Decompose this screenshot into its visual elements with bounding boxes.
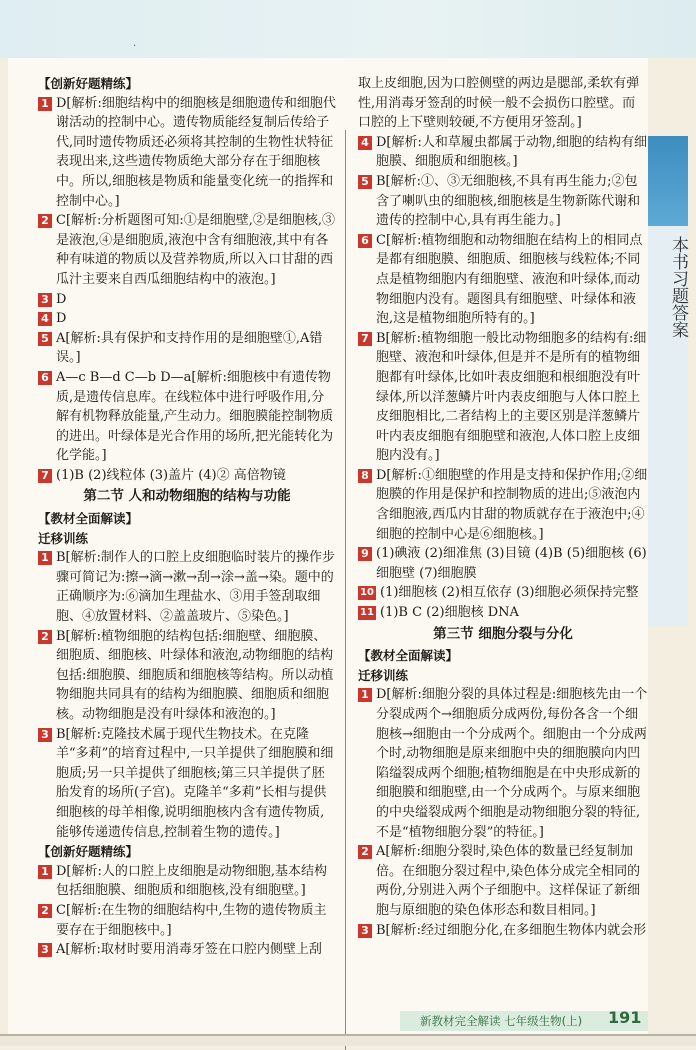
section-title: 第三节 细胞分裂与分化 xyxy=(433,625,573,642)
answer-item xyxy=(38,94,336,212)
answer-text: D[解析:人和草履虫都属于动物,细胞的结构有细胞膜、细胞质和细胞核。] xyxy=(376,134,648,170)
answer-item xyxy=(358,172,648,231)
answer-text: B[解析:植物细胞的结构包括:细胞壁、细胞膜、细胞质、细胞核、叶绿体和液泡,动物细胞的结构包括:细胞膜、细胞质和细胞核等结构。所以动植物细胞共同具有的结构为细胞膜、细胞质和细胞核。动物细胞是没有叶绿体和液泡的。] xyxy=(56,628,334,722)
question-number-badge: 1 xyxy=(38,865,52,879)
question-number-badge: 2 xyxy=(38,904,52,918)
answer-text: B[解析:经过细胞分化,在多细胞生物体内就会形 xyxy=(376,922,647,938)
question-number-badge: 7 xyxy=(38,469,52,483)
answer-text: A—c B—d C—b D—a[解析:细胞核中有遗传物质,是遗传信息库。在线粒体中进行呼吸作用,分解有机物释放能量,产生动力。细胞膜能控制物质的进出。叶绿体是光合作用的场所,把光能转化为化学能。] xyxy=(56,369,334,464)
answer-item xyxy=(358,583,648,603)
question-number-badge: 8 xyxy=(358,469,372,483)
question-number-badge: 10 xyxy=(358,586,376,600)
side-tab-label: 本书习题答案 xyxy=(668,236,688,338)
bottom-edge xyxy=(0,1034,696,1046)
left-column xyxy=(38,74,336,960)
question-number-badge: 1 xyxy=(358,688,372,702)
question-number-badge: 4 xyxy=(38,312,52,326)
question-number-badge: 2 xyxy=(358,845,372,859)
answer-text: D xyxy=(56,311,67,327)
section-title: 第二节 人和动物细胞的结构与功能 xyxy=(83,488,291,505)
answer-item xyxy=(38,725,336,843)
answer-text: (1)B C (2)细胞核 DNA xyxy=(380,605,519,621)
continued-text: 取上皮细胞,因为口腔侧壁的两边是腮部,柔软有弹性,用消毒牙签刮的时候一般不会损伤口腔壁。而口腔的上下壁则较硬,不方便用牙签刮。] xyxy=(358,76,640,131)
footer-book-title: 新教材完全解读 七年级生物(上) xyxy=(420,1014,583,1028)
answer-text: C[解析:分析题图可知:①是细胞壁,②是细胞核,③是液泡,④是细胞质,液泡中含有细胞液,其中有各种有味道的物质以及营养物质,所以入口甘甜的西瓜汁主要来自西瓜细胞结构中的液泡。] xyxy=(56,213,336,287)
question-number-badge: 5 xyxy=(38,332,52,346)
column-divider xyxy=(345,130,346,1050)
answer-text: (1)碘液 (2)细准焦 (3)目镜 (4)B (5)细胞核 (6)细胞壁 (7)细胞膜 xyxy=(376,546,647,581)
answer-text: B[解析:制作人的口腔上皮细胞临时装片的操作步骤可简记为:擦→滴→漱→刮→涂→盖→染。题中的正确顺序为:⑥滴加生理盐水、③用手签刮取细胞、④放置材料、②盖盖玻片、⑤染色。] xyxy=(56,550,336,625)
answer-item xyxy=(38,862,336,901)
question-number-badge: 6 xyxy=(358,234,372,248)
answer-text: C[解析:在生物的细胞结构中,生物的遗传物质主要存在于细胞核中。] xyxy=(56,902,327,938)
question-number-badge: 5 xyxy=(358,175,372,189)
answer-item xyxy=(38,548,336,626)
question-number-badge: 6 xyxy=(38,371,52,385)
answer-item xyxy=(38,329,336,368)
answer-item xyxy=(358,466,648,544)
answer-text: (1)细胞核 (2)相互依存 (3)细胞必须保持完整 xyxy=(380,585,639,601)
answer-text: D xyxy=(56,291,67,307)
answer-text: (1)B (2)线粒体 (3)盖片 (4)② 高倍物镜 xyxy=(56,467,286,483)
answer-text: D[解析:①细胞壁的作用是支持和保护作用;②细胞膜的作用是保护和控制物质的进出;⑤液泡内含细胞液,西瓜内甘甜的物质就存在于液泡中;④细胞的控制中心是⑥细胞核。] xyxy=(376,467,648,542)
answer-text: D[解析:人的口腔上皮细胞是动物细胞,基本结构包括细胞膜、细胞质和细胞核,没有细胞壁。] xyxy=(56,863,328,899)
answer-item xyxy=(358,231,648,329)
question-number-badge: 1 xyxy=(38,97,52,111)
question-number-badge: 4 xyxy=(358,136,372,150)
answer-page xyxy=(8,58,648,1042)
question-number-badge: 11 xyxy=(358,606,376,620)
scan-dot: . xyxy=(133,38,137,49)
subsection-header: 【创新好题精练】 xyxy=(38,76,139,91)
answer-text: B[解析:克隆技术属于现代生物技术。在克隆羊“多莉”的培育过程中,一只羊提供了细胞膜和细胞质;另一只羊提供了细胞核;第三只羊提供了胚胎发育的场所(子宫)。克隆羊“多莉”长相与提供细胞核的母羊相像,说明细胞核内含有遗传物质,能够传递遗传信息,控制着生物的遗传。] xyxy=(56,726,334,840)
answer-text: A[解析:具有保护和支持作用的是细胞壁①,A错误。] xyxy=(56,330,323,366)
answer-item xyxy=(38,901,336,940)
subsection-header: 迁移训练 xyxy=(358,667,409,683)
question-number-badge: 1 xyxy=(38,551,52,565)
answer-text: D[解析:细胞分裂的具体过程是:细胞核先由一个分裂成两个→细胞质分成两份,每份各含一个细胞核→细胞由一个分成两个。细胞由一个分成两个时,动物细胞是原来细胞中央的细胞膜向内凹陷缢裂成两个细胞;植物细胞是在中央形成新的细胞膜和细胞壁,由一个分成两个。与原来细胞的中央缢裂成两个细胞是动物细胞分裂的特征,不是“植物细胞分裂”的特征。] xyxy=(376,687,648,840)
answer-text: C[解析:植物细胞和动物细胞在结构上的相同点是都有细胞膜、细胞质、细胞核与线粒体;不同点是植物细胞内有细胞壁、液泡和叶绿体,而动物细胞内没有。题图具有细胞壁、叶绿体和液泡,这是植物细胞所特有的。] xyxy=(376,232,643,327)
subsection-header: 【创新好题精练】 xyxy=(38,844,139,860)
answer-item xyxy=(38,940,336,960)
answer-item xyxy=(358,133,648,172)
answer-item xyxy=(38,290,336,310)
answer-item xyxy=(38,627,336,725)
side-tab-accent xyxy=(648,136,688,226)
answer-item xyxy=(358,603,648,623)
answer-item xyxy=(358,921,648,941)
answer-text: A[解析:取材时要用消毒牙签在口腔内侧壁上刮 xyxy=(56,942,322,958)
answer-text: B[解析:①、③无细胞核,不具有再生能力;②包含了喇叭虫的细胞核,细胞核是生物新陈代谢和遗传的控制中心,具有再生能力。] xyxy=(376,173,641,229)
answer-item xyxy=(358,329,648,466)
question-number-badge: 7 xyxy=(358,332,372,346)
question-number-badge: 3 xyxy=(358,924,372,938)
answer-text: D[解析:细胞结构中的细胞核是细胞遗传和细胞代谢活动的控制中心。遗传物质能经复制后传给子代,同时遗传物质还必须将其控制的生物性状特征表现出来,这些遗传物质绝大部分存在于细胞核中。所以,细胞核是物质和能量变化统一的指挥和控制中心。] xyxy=(56,95,336,209)
side-tab xyxy=(648,226,688,626)
answer-item xyxy=(38,368,336,466)
answer-item xyxy=(358,685,648,842)
top-band xyxy=(0,0,696,58)
subsection-header: 【教材全面解读】 xyxy=(358,648,459,664)
answer-text: A[解析:细胞分裂时,染色体的数量已经复制加倍。在细胞分裂过程中,染色体分成完全相同的两份,分别进入两个子细胞中。这样保证了新细胞与原细胞的染色体形态和数目相同。] xyxy=(376,844,641,918)
answer-text: B[解析:植物细胞一般比动物细胞多的结构有:细胞壁、液泡和叶绿体,但是并不是所有的植物细胞都有叶绿体,比如叶表皮细胞和根细胞没有叶绿体,所以洋葱鳞片叶内表皮细胞与人体口腔上皮细胞相比,二者结构上的主要区别是洋葱鳞片叶内表皮细胞有细胞壁和液泡,人体口腔上皮细胞内没有。] xyxy=(376,330,647,464)
answer-item xyxy=(38,466,336,486)
answer-item xyxy=(358,544,648,583)
right-column xyxy=(358,74,648,940)
page-number: 191 xyxy=(608,1008,642,1027)
question-number-badge: 9 xyxy=(358,547,372,561)
question-number-badge: 2 xyxy=(38,214,52,228)
answer-item xyxy=(358,842,648,920)
answer-item xyxy=(38,211,336,289)
question-number-badge: 3 xyxy=(38,293,52,307)
answer-item xyxy=(38,309,336,329)
subsection-header: 迁移训练 xyxy=(38,530,89,546)
question-number-badge: 2 xyxy=(38,630,52,644)
subsection-header: 【教材全面解读】 xyxy=(38,511,139,527)
question-number-badge: 3 xyxy=(38,728,52,742)
question-number-badge: 3 xyxy=(38,943,52,957)
